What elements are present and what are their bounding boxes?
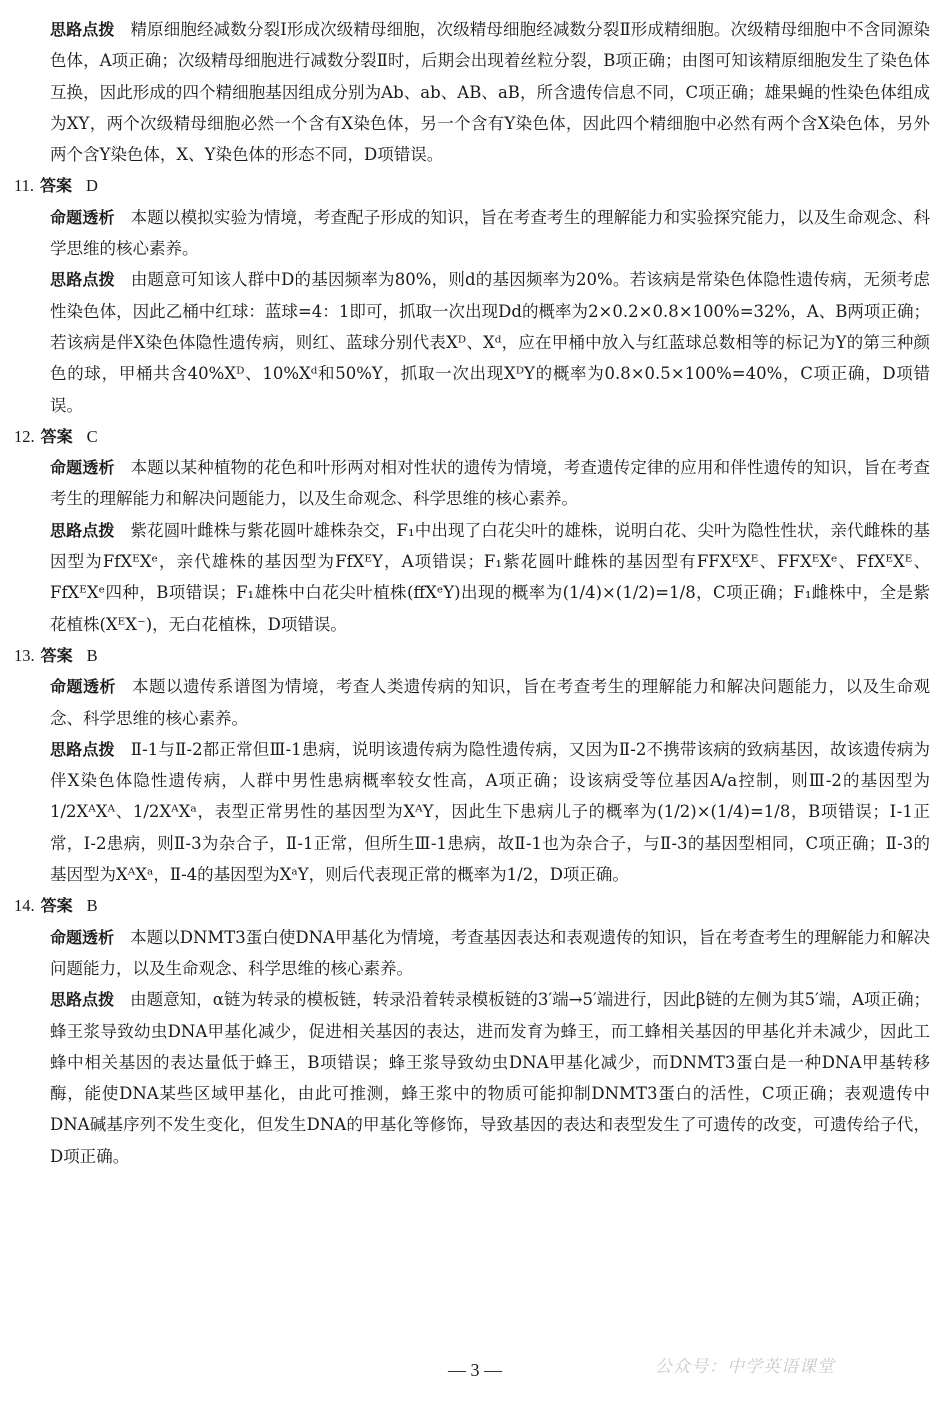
q14-silu-paragraph xyxy=(50,984,930,1172)
silu-text: Ⅱ-1与Ⅱ-2都正常但Ⅲ-1患病，说明该遗传病为隐性遗传病，又因为Ⅱ-2不携带该病的致病基因，故该遗传病为伴X染色体隐性遗传病，人群中男性患病概率较女性高，A项正确；设该病受等位基因A/a控制，则Ⅲ-2的基因型为1/2XᴬXᴬ、1/2XᴬXᵃ，表型正常男性的基因型为XᴬY，因此生下患病儿子的概率为(1/2)×(1/4)=1/8，B项错误；Ⅰ-1正常，Ⅰ-2患病，则Ⅱ-3为杂合子，Ⅱ-1正常，但所生Ⅲ-1患病，故Ⅱ-1也为杂合子，与Ⅱ-3的基因型相同，C项正确；Ⅱ-3的基因型为XᴬXᵃ，Ⅱ-4的基因型为XᵃY，则后代表现正常的概率为1/2，D项正确。 xyxy=(50,739,930,885)
mingti-text: 本题以某种植物的花色和叶形两对相对性状的遗传为情境，考查遗传定律的应用和伴性遗传的知识，旨在考查考生的理解能力和解决问题能力，以及生命观念、科学思维的核心素养。 xyxy=(50,458,930,509)
silu-text: 由题意可知该人群中D的基因频率为80%，则d的基因频率为20%。若该病是常染色体隐性遗传病，无须考虑性染色体，因此乙桶中红球：蓝球=4：1即可，抓取一次出现Dd的概率为2×0.2×0.8×100%=32%，A、B两项正确；若该病是伴X染色体隐性遗传病，则红、蓝球分别代表Xᴰ、Xᵈ，应在甲桶中放入与红蓝球总数相等的标记为Y的第三种颜色的球，甲桶共含40%Xᴰ、10%Xᵈ和50%Y，抓取一次出现XᴰY的概率为0.8×0.5×100%=40%，C项正确，D项错误。 xyxy=(50,270,930,415)
mingti-text: 本题以遗传系谱图为情境，考查人类遗传病的知识，旨在考查考生的理解能力和解决问题能力，以及生命观念、科学思维的核心素养。 xyxy=(50,677,930,728)
answer-page xyxy=(14,14,930,1172)
question-number: 12. xyxy=(14,426,35,446)
mingti-label: 命题透析 xyxy=(50,458,115,478)
answer-value: B xyxy=(86,645,98,665)
silu-label: 思路点拨 xyxy=(50,20,115,39)
silu-text: 由题意知，α链为转录的模板链，转录沿着转录模板链的3′端→5′端进行，因此β链的左侧为其5′端，A项正确；蜂王浆导致幼虫DNA甲基化减少，促进相关基因的表达，进而发育为蜂王，而工蜂相关基因的甲基化并未减少，因此工蜂中相关基因的表达量低于蜂王，B项错误；蜂王浆导致幼虫DNA甲基化减少，而DNMT3蛋白是一种DNA甲基转移酶，能使DNA某些区域甲基化，由此可推测，蜂王浆中的物质可能抑制DNMT3蛋白的活性，C项正确；表观遗传中DNA碱基序列不发生变化，但发生DNA的甲基化等修饰，导致基因的表达和表型发生了可遗传的改变，可遗传给子代，D项正确。 xyxy=(50,990,930,1166)
q10-section xyxy=(50,14,930,170)
q11-mingti-paragraph xyxy=(50,202,930,265)
silu-label: 思路点拨 xyxy=(50,270,115,290)
answer-label: 答案 xyxy=(40,645,73,665)
mingti-label: 命题透析 xyxy=(50,207,115,227)
q13-silu-paragraph xyxy=(50,734,930,890)
mingti-text: 本题以DNMT3蛋白使DNA甲基化为情境，考查基因表达和表观遗传的知识，旨在考查考生的理解能力和解决问题能力，以及生命观念、科学思维的核心素养。 xyxy=(50,927,930,978)
question-number: 11. xyxy=(14,176,35,196)
q12-answer-line xyxy=(14,421,930,452)
silu-label: 思路点拨 xyxy=(50,520,115,540)
answer-label: 答案 xyxy=(40,426,73,446)
q14-answer-line xyxy=(14,890,930,921)
q11-section xyxy=(14,170,930,420)
q14-section xyxy=(14,890,930,1172)
watermark: 公众号：中学英语课堂 xyxy=(655,1357,835,1377)
q12-section xyxy=(14,421,930,640)
question-number: 14. xyxy=(14,896,35,916)
silu-text: 精原细胞经减数分裂Ⅰ形成次级精母细胞，次级精母细胞经减数分裂Ⅱ形成精细胞。次级精母细胞中不含同源染色体，A项正确；次级精母细胞进行减数分裂Ⅱ时，后期会出现着丝粒分裂，B项正确；由图可知该精原细胞发生了染色体互换，因此形成的四个精细胞基因组成分别为Ab、ab、AB、aB，所含遗传信息不同，C项正确；雄果蝇的性染色体组成为XY，两个次级精母细胞必然一个含有X染色体，另一个含有Y染色体，因此四个精细胞中必然有两个含X染色体，另外两个含Y染色体，X、Y染色体的形态不同，D项错误。 xyxy=(50,20,930,165)
question-number: 13. xyxy=(14,645,35,665)
q12-silu-paragraph xyxy=(50,515,930,640)
answer-value: B xyxy=(86,896,98,916)
silu-label: 思路点拨 xyxy=(50,739,115,759)
silu-label: 思路点拨 xyxy=(50,990,115,1010)
mingti-text: 本题以模拟实验为情境，考查配子形成的知识，旨在考查考生的理解能力和实验探究能力，以及生命观念、科学思维的核心素养。 xyxy=(50,207,930,259)
answer-value: C xyxy=(86,426,98,446)
mingti-label: 命题透析 xyxy=(50,677,116,697)
q14-mingti-paragraph xyxy=(50,922,930,985)
answer-value: D xyxy=(86,176,98,196)
answer-label: 答案 xyxy=(40,896,73,916)
q13-mingti-paragraph xyxy=(50,671,930,734)
q11-answer-line xyxy=(14,170,930,201)
page-number: — 3 — xyxy=(448,1360,502,1380)
silu-text: 紫花圆叶雌株与紫花圆叶雄株杂交，F₁中出现了白花尖叶的雄株，说明白花、尖叶为隐性性状，亲代雌株的基因型为FfXᴱXᵉ，亲代雄株的基因型为FfXᴱY，A项错误；F₁紫花圆叶雌株的基因型有FFXᴱXᴱ、FFXᴱXᵉ、FfXᴱXᴱ、FfXᴱXᵉ四种，B项错误；F₁雄株中白花尖叶植株(ffXᵉY)出现的概率为(1/4)×(1/2)=1/8，C项正确；F₁雌株中，全是紫花植株(XᴱX⁻)，无白花植株，D项错误。 xyxy=(50,520,930,634)
q10-silu-paragraph xyxy=(50,14,930,170)
answer-label: 答案 xyxy=(40,176,73,196)
q13-answer-line xyxy=(14,640,930,671)
q11-silu-paragraph xyxy=(50,264,930,420)
mingti-label: 命题透析 xyxy=(50,927,115,947)
q13-section xyxy=(14,640,930,890)
q12-mingti-paragraph xyxy=(50,452,930,515)
